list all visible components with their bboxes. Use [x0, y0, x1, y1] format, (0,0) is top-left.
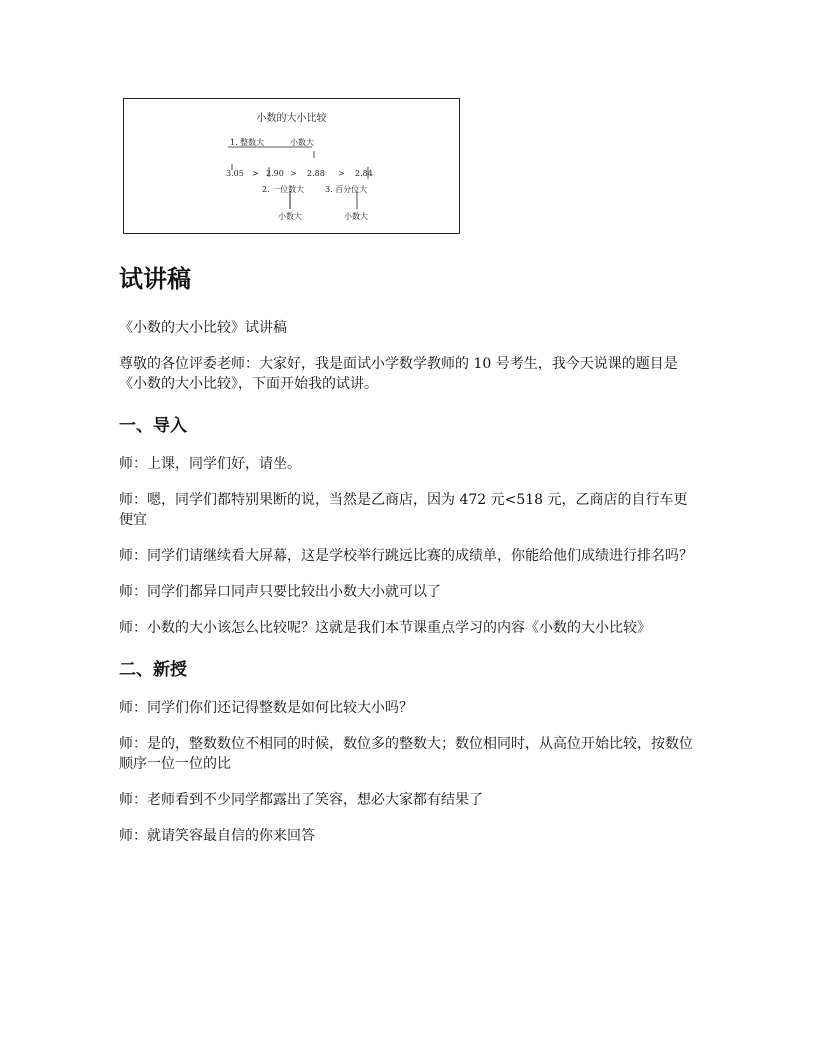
paragraph: 师：同学们你们还记得整数是如何比较大小吗？ — [119, 700, 413, 716]
section-heading-import: 一、导入 — [119, 416, 187, 436]
paragraph: 师：嗯，同学们都特别果断的说，当然是乙商店，因为 472 元<518 元，乙商店的自行车更便宜 — [119, 492, 688, 528]
document-heading: 试讲稿 — [119, 265, 191, 293]
blackboard-figure — [123, 98, 460, 234]
figure-number-2: 2.90 — [266, 169, 284, 178]
paragraph: 师：是的，整数数位不相同的时候，数位多的整数大；数位相同时，从高位开始比较，按数位顺序一位一位的比 — [119, 736, 693, 772]
paragraph: 师：就请笑容最自信的你来回答 — [119, 828, 315, 844]
figure-compare-2: > — [290, 169, 297, 178]
document-subtitle: 《小数的大小比较》试讲稿 — [119, 320, 287, 336]
figure-rule-1: 1. 整数大 — [230, 138, 265, 147]
document-body — [119, 262, 699, 862]
section-heading-new-lesson: 二、新授 — [119, 660, 187, 680]
figure-result-right: 小数大 — [344, 212, 368, 221]
figure-compare-1: > — [252, 169, 259, 178]
intro-paragraph: 尊敬的各位评委老师：大家好，我是面试小学数学教师的 10 号考生，我今天说课的题目是《小数的大小比较》，下面开始我的试讲。 — [119, 356, 678, 392]
paragraph: 师：上课，同学们好，请坐。 — [119, 456, 301, 472]
paragraph: 师：小数的大小该怎么比较呢？这就是我们本节课重点学习的内容《小数的大小比较》 — [119, 620, 651, 636]
paragraph: 师：老师看到不少同学都露出了笑容，想必大家都有结果了 — [119, 792, 483, 808]
figure-rule-3: 3. 百分位大 — [325, 185, 368, 194]
figure-rule-1b: 小数大 — [290, 138, 314, 147]
paragraph: 师：同学们都异口同声只要比较出小数大小就可以了 — [119, 584, 441, 600]
paragraph: 师：同学们请继续看大屏幕，这是学校举行跳远比赛的成绩单，你能给他们成绩进行排名吗？ — [119, 548, 693, 564]
figure-compare-3: > — [338, 169, 345, 178]
figure-title: 小数的大小比较 — [256, 113, 327, 124]
figure-number-3: 2.88 — [307, 169, 325, 178]
figure-number-1: 3.05 — [226, 169, 244, 178]
figure-result-left: 小数大 — [278, 212, 302, 221]
figure-number-4: 2.84 — [355, 169, 373, 178]
figure-rule-2: 2. 一位数大 — [262, 185, 305, 194]
